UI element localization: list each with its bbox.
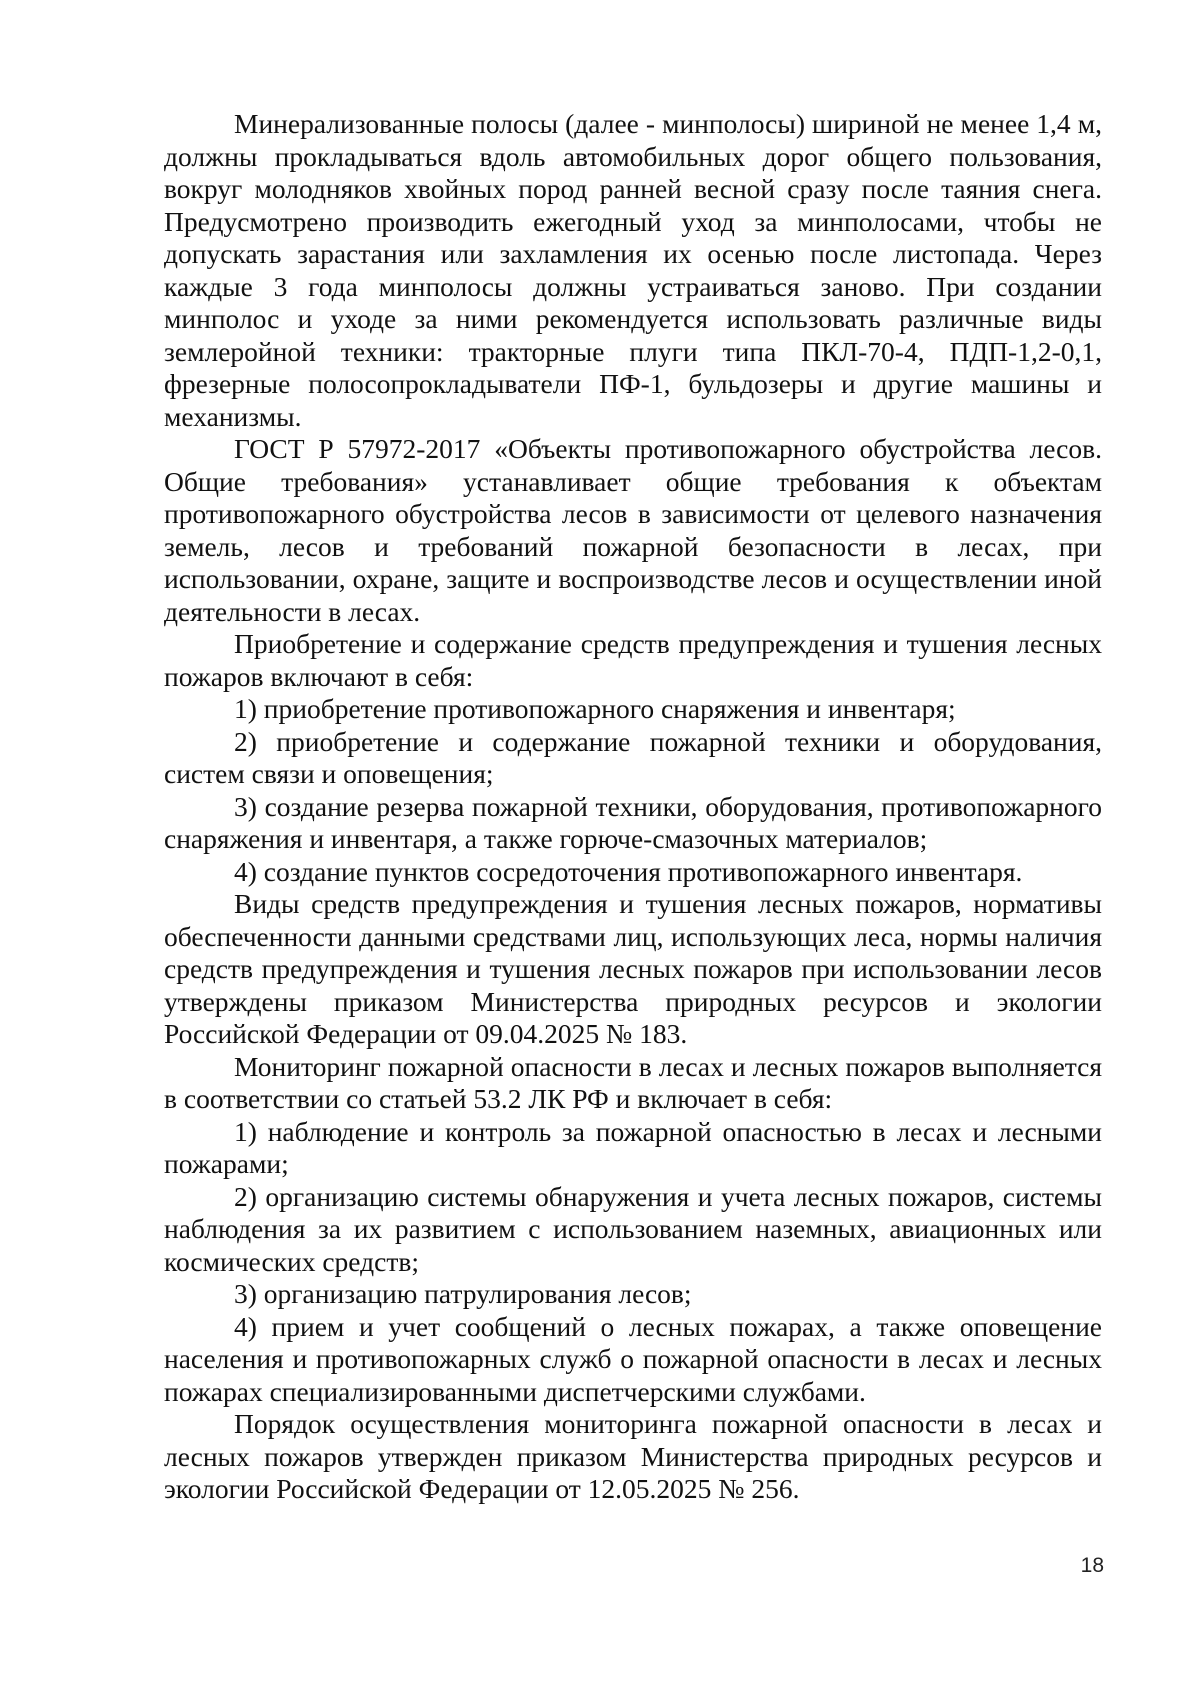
paragraph-monitoring-intro: Мониторинг пожарной опасности в лесах и лесных пожаров выполняется в соответствии со статьей 53.2 ЛК РФ и включает в себя: <box>164 1050 1102 1114</box>
page-number: 18 <box>1080 1554 1104 1577</box>
paragraph-acquisition-intro: Приобретение и содержание средств предупреждения и тушения лесных пожаров включают в себя: <box>164 628 1102 692</box>
document-body <box>164 108 1102 1506</box>
paragraph-monitoring-order: Порядок осуществления мониторинга пожарной опасности в лесах и лесных пожаров утвержден приказом Министерства природных ресурсов и экологии Российской Федерации от 12.05.2025 № 256. <box>164 1408 1102 1504</box>
paragraph-gost: ГОСТ Р 57972-2017 «Объекты противопожарного обустройства лесов. Общие требования» устанавливает общие требования к объектам противопожарного обустройства лесов в зависимости от целевого назначения земель, лесов и требований пожарной безопасности в лесах, при использовании, охране, защите и воспроизводстве лесов и осуществлении иной деятельности в лесах. <box>164 433 1102 627</box>
list-item-monitoring-4: 4) прием и учет сообщений о лесных пожарах, а также оповещение населения и противопожарных служб о пожарной опасности в лесах и лесных пожарах специализированными диспетчерскими службами. <box>164 1310 1102 1407</box>
list-item-monitoring-3: 3) организацию патрулирования лесов; <box>234 1278 692 1309</box>
list-item-acquisition-4: 4) создание пунктов сосредоточения противопожарного инвентаря. <box>234 855 1023 887</box>
list-item-acquisition-1: 1) приобретение противопожарного снаряжения и инвентаря; <box>234 693 956 724</box>
list-item-monitoring-2: 2) организацию системы обнаружения и учета лесных пожаров, системы наблюдения за их развитием с использованием наземных, авиационных или космических средств; <box>164 1180 1102 1277</box>
list-item-monitoring-1: 1) наблюдение и контроль за пожарной опасностью в лесах и лесными пожарами; <box>164 1115 1102 1179</box>
list-item-acquisition-2: 2) приобретение и содержание пожарной техники и оборудования, систем связи и оповещения; <box>164 725 1102 789</box>
paragraph-norms: Виды средств предупреждения и тушения лесных пожаров, нормативы обеспеченности данными средствами лиц, использующих леса, нормы наличия средств предупреждения и тушения лесных пожаров при использовании лесов утверждены приказом Министерства природных ресурсов и экологии Российской Федерации от 09.04.2025 № 183. <box>164 888 1102 1049</box>
list-item-acquisition-3: 3) создание резерва пожарной техники, оборудования, противопожарного снаряжения и инвентаря, а также горюче-смазочных материалов; <box>164 790 1102 854</box>
paragraph-minpolosy: Минерализованные полосы (далее - минполосы) шириной не менее 1,4 м, должны прокладываться вдоль автомобильных дорог общего пользования, вокруг молодняков хвойных пород ранней весной сразу после таяния снега. Предусмотрено производить ежегодный уход за минполосами, чтобы не допускать зарастания или захламления их осенью после листопада. Через каждые 3 года минполосы должны устраиваться заново. При создании минполос и уходе за ними рекомендуется использовать различные виды землеройной техники: тракторные плуги типа ПКЛ-70-4, ПДП-1,2-0,1, фрезерные полосопрокладыватели ПФ-1, бульдозеры и другие машины и механизмы. <box>164 108 1102 432</box>
